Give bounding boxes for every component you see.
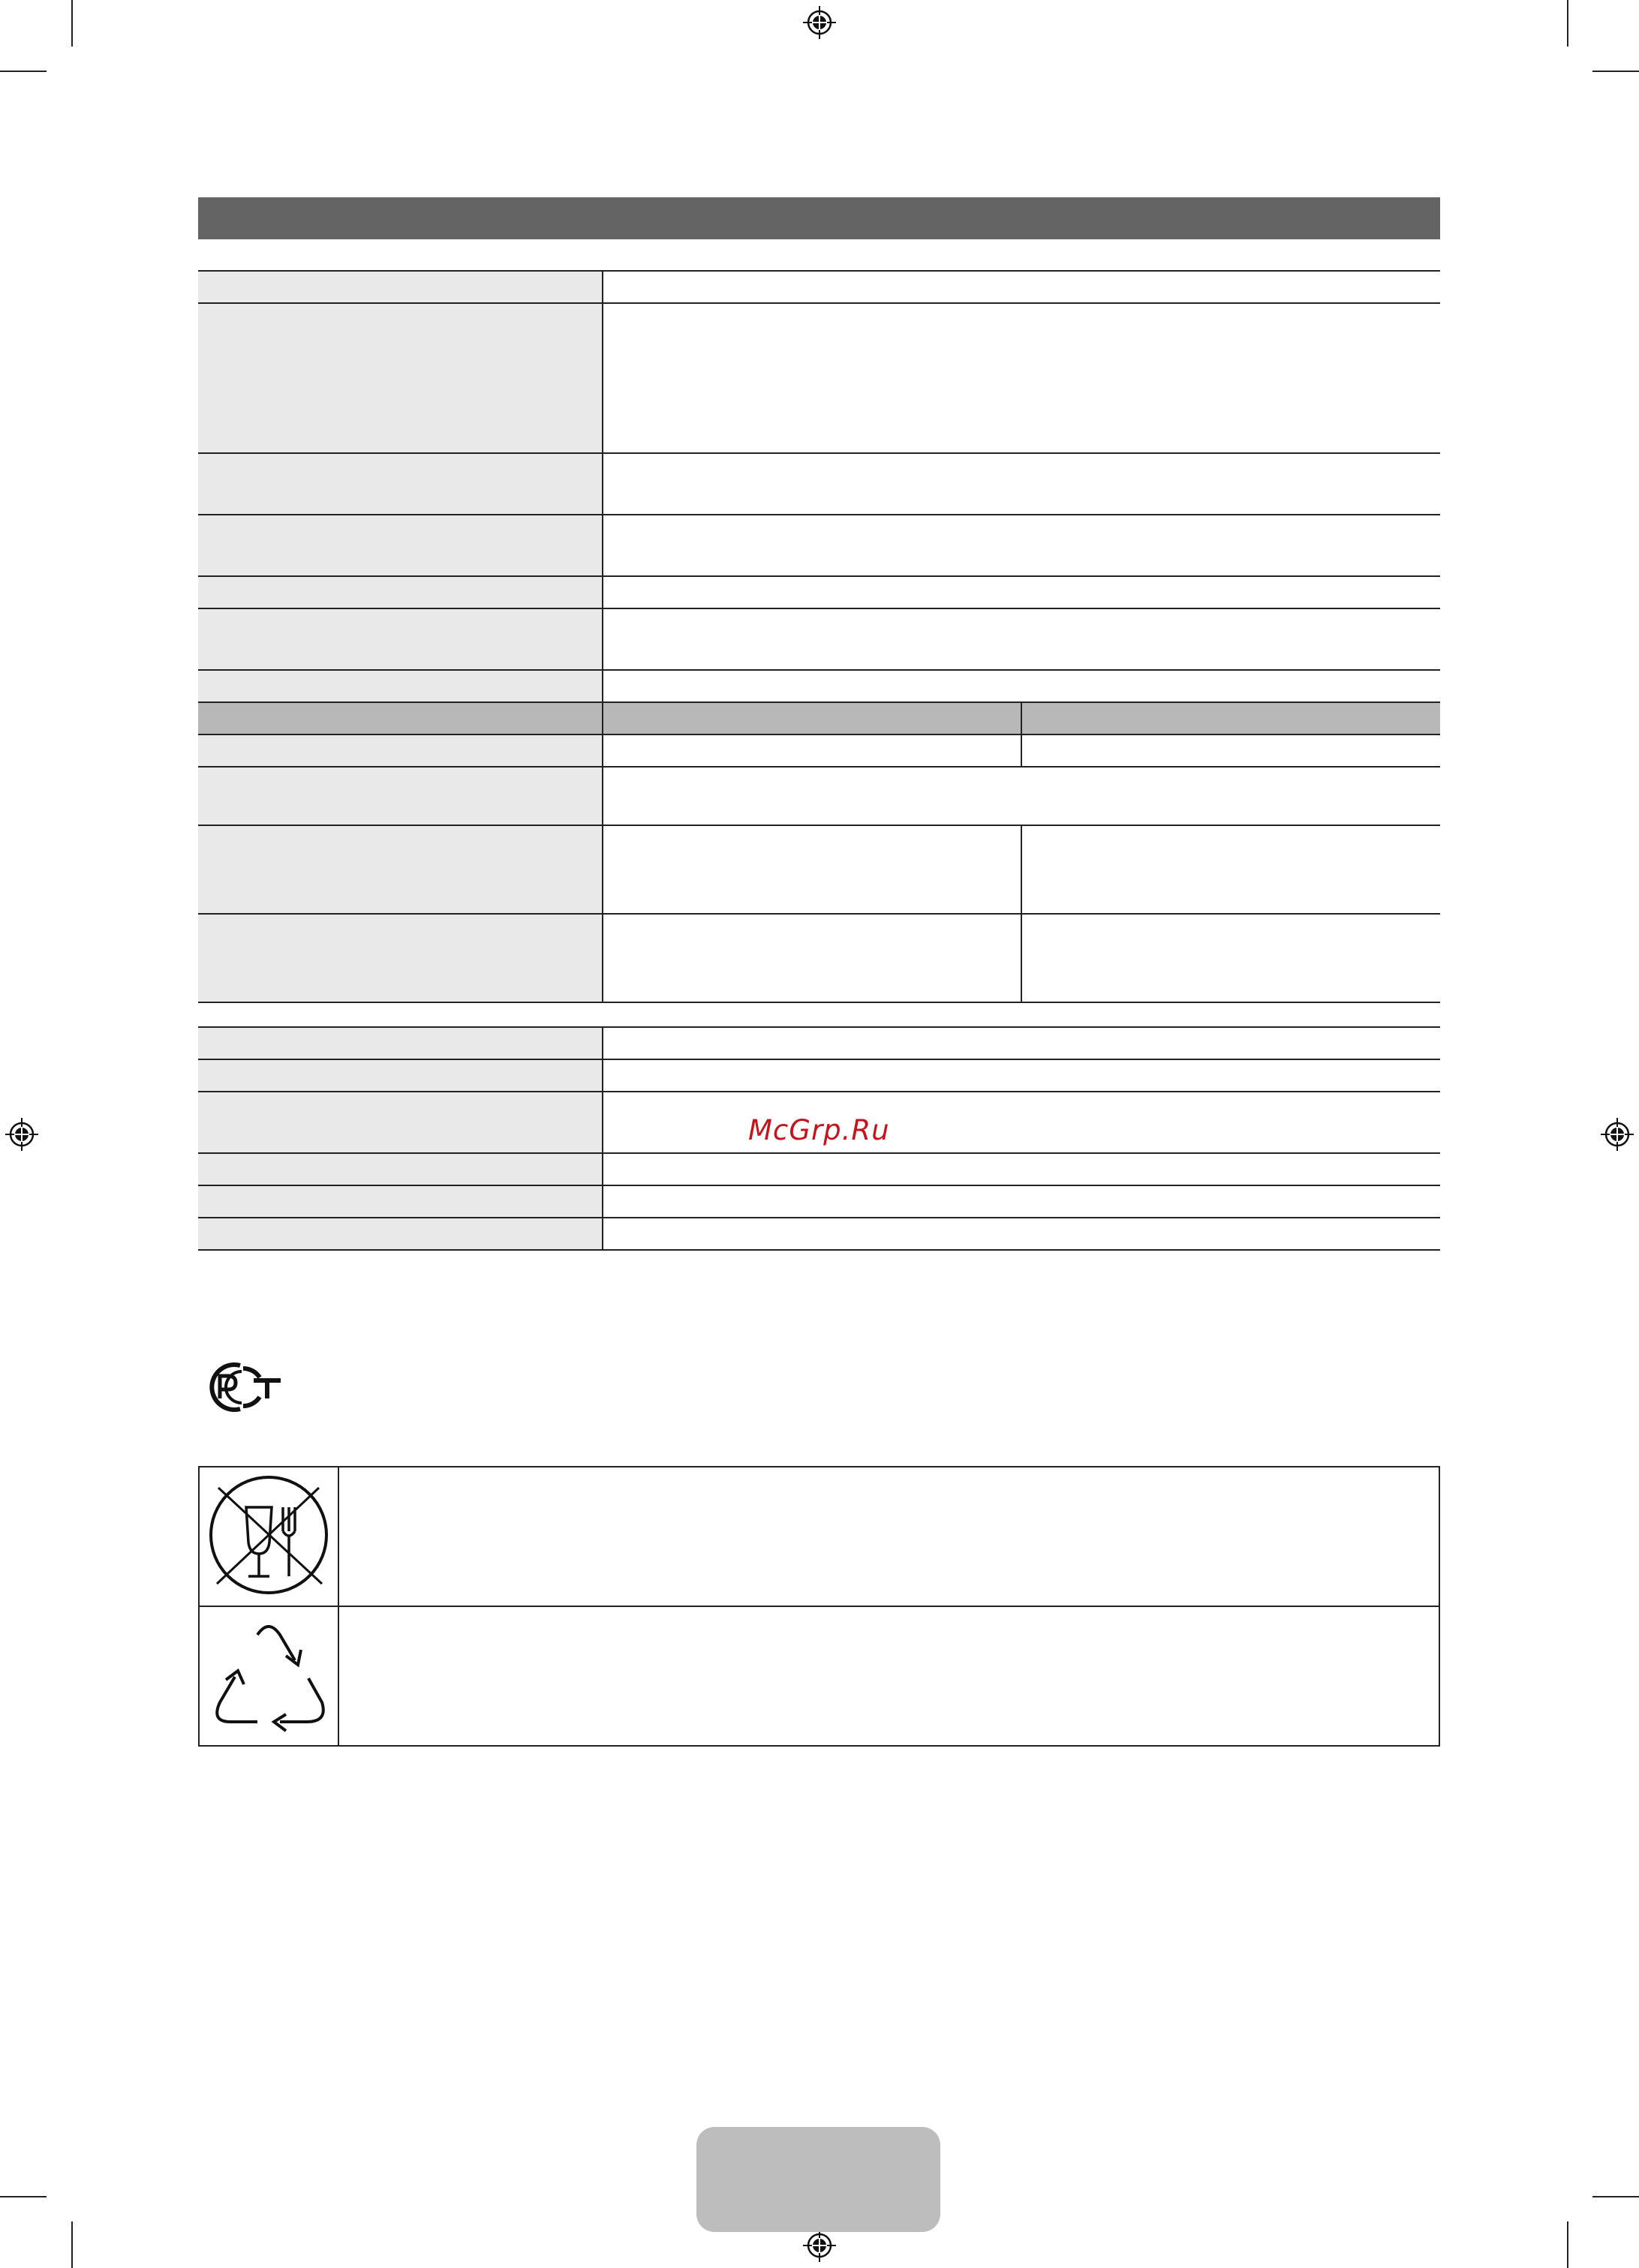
spec-label [198,608,603,670]
spec-label [198,303,603,453]
symbol-cell [199,1467,338,1606]
spec-value [603,1059,1440,1092]
table-row [198,576,1440,608]
symbol-description [338,1606,1439,1746]
trim-mark-bottom-right-v [1567,2221,1568,2268]
model-header-label [198,702,603,734]
table-row [198,1185,1440,1218]
symbol-description [338,1467,1439,1606]
table-row [198,608,1440,670]
spec-value-model-1 [603,825,1021,914]
trim-mark-bottom-right-h [1592,2196,1639,2197]
table-row [198,1059,1440,1092]
spec-value [603,608,1440,670]
registration-mark-icon [801,5,838,41]
spec-label [198,914,603,1002]
spec-label [198,767,603,825]
spec-value-model-2 [1021,734,1440,767]
spec-label [198,1059,603,1092]
table-row [198,1027,1440,1059]
registration-mark-icon [4,1116,40,1152]
table-row [198,670,1440,702]
recycling-icon [205,1611,332,1738]
registration-mark-icon [801,2227,838,2263]
spec-label [198,734,603,767]
spec-value [603,303,1440,453]
spec-label [198,670,603,702]
spec-value [603,1092,1440,1153]
watermark-text: McGrp.Ru [748,1114,890,1146]
table-row [198,271,1440,303]
table-row [198,825,1440,914]
spec-label [198,515,603,576]
table-row [198,914,1440,1002]
spec-value [603,515,1440,576]
table-row [198,515,1440,576]
model-header-1 [603,702,1021,734]
symbols-table [198,1466,1440,1747]
spec-label [198,576,603,608]
spec-value-model-1 [603,914,1021,1002]
table-row [198,453,1440,515]
registration-mark-icon [1599,1116,1635,1152]
not-food-contact-icon [205,1471,332,1599]
table-row [199,1606,1439,1746]
spec-value [603,670,1440,702]
page-number-tab [696,2127,940,2232]
spec-label [198,825,603,914]
spec-table-upper [198,270,1440,1003]
spec-value-model-2 [1021,914,1440,1002]
section-header-bar [198,197,1440,239]
trim-mark-bottom-left-h [0,2196,47,2197]
spec-value [603,576,1440,608]
trim-mark-top-right-v [1567,0,1568,47]
table-row [199,1467,1439,1606]
trim-mark-top-left-h [0,71,47,72]
spec-label [198,1153,603,1185]
model-header-row [198,702,1440,734]
table-row [198,303,1440,453]
spec-label [198,1092,603,1153]
spec-value [603,1153,1440,1185]
spec-value [603,1218,1440,1250]
spec-value [603,1185,1440,1218]
table-row [198,1153,1440,1185]
trim-mark-top-left-v [71,0,73,47]
spec-label [198,1218,603,1250]
spec-value [603,767,1440,825]
spec-label [198,1027,603,1059]
spec-value [603,1027,1440,1059]
spec-value [603,453,1440,515]
table-row [198,767,1440,825]
spec-label [198,1185,603,1218]
spec-value-model-1 [603,734,1021,767]
table-row [198,734,1440,767]
trim-mark-top-right-h [1592,71,1639,72]
table-row [198,1218,1440,1250]
spec-label [198,271,603,303]
spec-value [603,271,1440,303]
pct-certification-icon [201,1359,285,1415]
spec-label [198,453,603,515]
model-header-2 [1021,702,1440,734]
spec-value-model-2 [1021,825,1440,914]
trim-mark-bottom-left-v [71,2221,73,2268]
symbol-cell [199,1606,338,1746]
